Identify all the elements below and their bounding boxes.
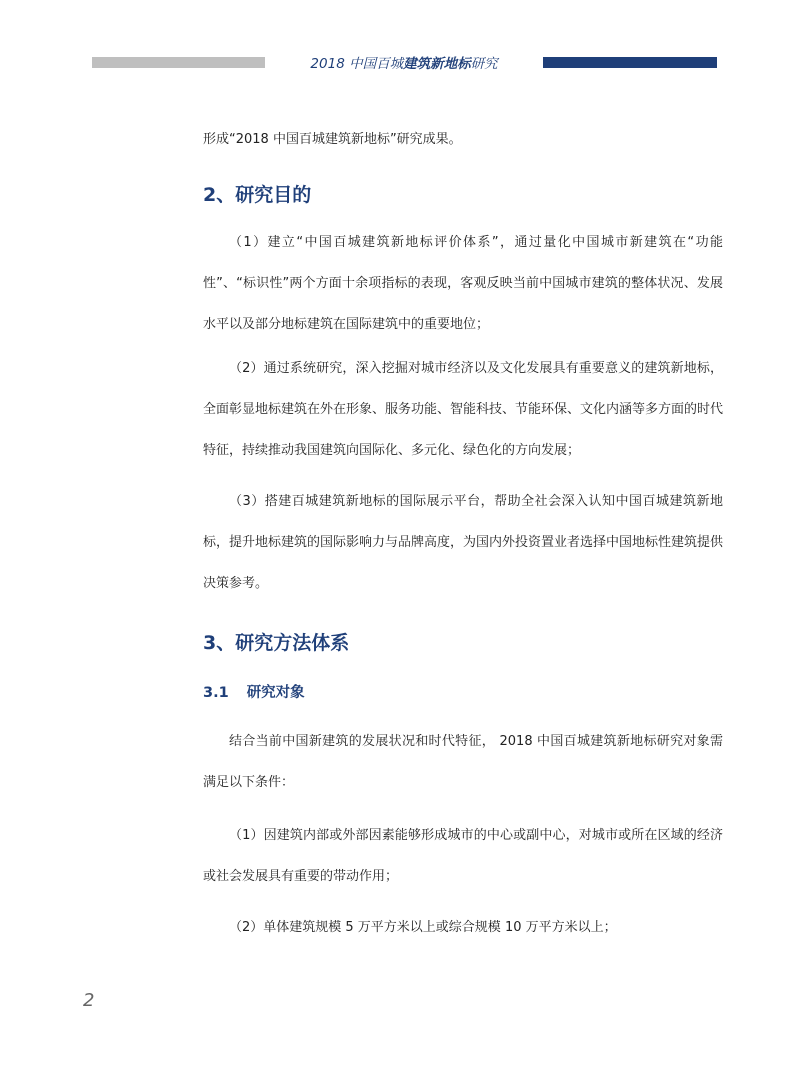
condition-2: （2）单体建筑规模 5 万平方米以上或综合规模 10 万平方米以上； (229, 920, 617, 935)
page-number: 2 (83, 990, 95, 1011)
condition-1: （1）因建筑内部或外部因素能够形成城市的中心或副中心，对城市或所在区域的经济或社会发展具有重要的带动作用； (203, 828, 723, 884)
intro-tail-block (203, 119, 723, 160)
section-2-heading: 2、研究目的 (203, 184, 312, 206)
header-right-bar (543, 57, 717, 68)
header-title: 2018 中国百城建筑新地标研究 (310, 56, 498, 72)
section-2-paragraph-1: （1）建立“中国百城建筑新地标评价体系”，通过量化中国城市新建筑在“功能性”、“标识性”两个方面十余项指标的表现，客观反映当前中国城市建筑的整体状况、发展水平以及部分地标建筑在国际建筑中的重要地位； (203, 235, 723, 332)
section-3-heading: 3、研究方法体系 (203, 632, 350, 654)
section-2-paragraph-2: （2）通过系统研究，深入挖掘对城市经济以及文化发展具有重要意义的建筑新地标，全面彰显地标建筑在外在形象、服务功能、智能科技、节能环保、文化内涵等多方面的时代特征，持续推动我国建筑向国际化、多元化、绿色化的方向发展； (203, 361, 724, 458)
subsection-intro: 结合当前中国新建筑的发展状况和时代特征， 2018 中国百城建筑新地标研究对象需满足以下条件： (203, 734, 723, 790)
section-2-paragraph-3: （3）搭建百城建筑新地标的国际展示平台，帮助全社会深入认知中国百城建筑新地标，提升地标建筑的国际影响力与品牌高度，为国内外投资置业者选择中国地标性建筑提供决策参考。 (203, 494, 724, 591)
intro-tail: 形成“2018 中国百城建筑新地标”研究成果。 (203, 132, 462, 147)
subsection-3-1-heading: 3.1 研究对象 (203, 685, 305, 701)
header-left-bar (92, 57, 265, 68)
